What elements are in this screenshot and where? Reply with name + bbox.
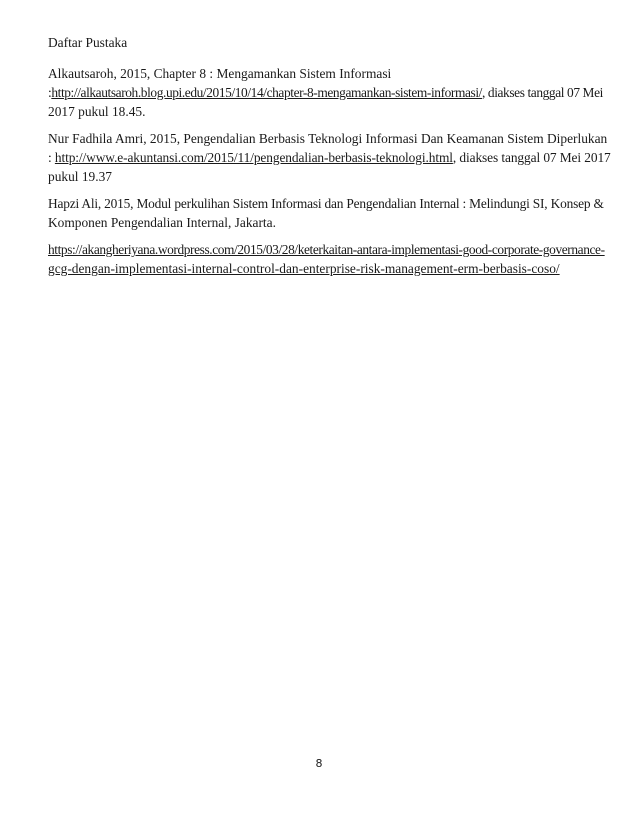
reference-author-line: Alkautsaroh, 2015, Chapter 8 : Mengamankan Sistem Informasi [48, 66, 392, 81]
reference-access-date: , diakses tanggal 07 Mei [482, 85, 603, 100]
reference-publisher-line: Komponen Pengendalian Internal, Jakarta. [48, 215, 276, 230]
reference-prefix: : [48, 85, 52, 100]
reference-link-alkautsaroh[interactable]: http://alkautsaroh.blog.upi.edu/2015/10/14/chapter-8-mengamankan-sistem-informasi/ [51, 85, 482, 100]
page-number: 8 [315, 757, 323, 770]
reference-author-line: Nur Fadhila Amri, 2015, Pengendalian Berbasis Teknologi Informasi Dan Keamanan Sistem Diperlukan [48, 131, 608, 146]
reference-access-date: , diakses tanggal 07 Mei 2017 [452, 150, 611, 165]
page-heading: Daftar Pustaka [48, 35, 128, 50]
reference-item-nur-fadhila [48, 129, 612, 186]
reference-author-line: Hapzi Ali, 2015, Modul perkulihan Sistem Informasi dan Pengendalian Internal : Melindungi SI, Konsep & [48, 196, 604, 211]
reference-item-hapzi-ali [48, 194, 612, 232]
reference-access-time: pukul 19.37 [48, 169, 112, 184]
reference-access-time: 2017 pukul 18.45. [48, 104, 146, 119]
document-content [48, 33, 612, 286]
reference-url-line [48, 240, 612, 259]
reference-link-akangheriyana-part1[interactable]: https://akangheriyana.wordpress.com/2015/03/28/keterkaitan-antara-implementasi-good-corporate-governance- [48, 242, 605, 257]
reference-item-alkautsaroh [48, 64, 612, 121]
reference-url-line [48, 148, 612, 167]
reference-link-akangheriyana-part2[interactable]: gcg-dengan-implementasi-internal-control-dan-enterprise-risk-management-erm-berbasis-coso/ [48, 261, 560, 276]
reference-url-line [48, 83, 612, 102]
reference-url-line [48, 259, 612, 278]
reference-prefix: : [48, 150, 55, 165]
reference-item-akangheriyana [48, 240, 612, 278]
reference-link-e-akuntansi[interactable]: http://www.e-akuntansi.com/2015/11/pengendalian-berbasis-teknologi.html [54, 150, 453, 165]
